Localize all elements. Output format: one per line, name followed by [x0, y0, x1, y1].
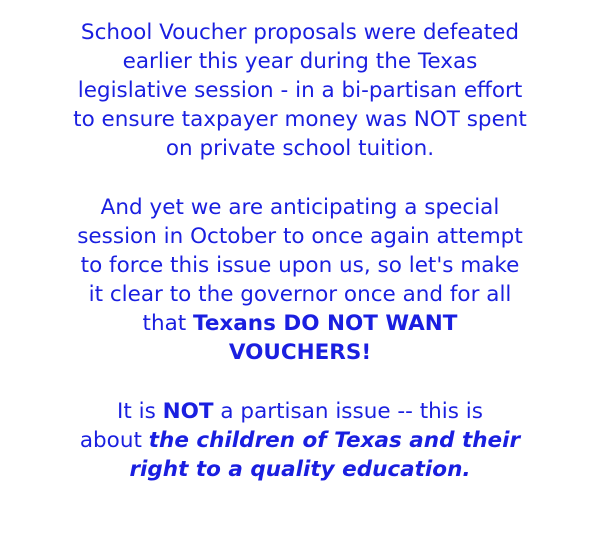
emphasis-texans-do-not-want: Texans DO NOT WANT — [193, 311, 458, 336]
text-line: session in October to once again attempt — [77, 224, 523, 249]
text-line — [0, 397, 600, 426]
emphasis-vouchers: VOUCHERS! — [228, 340, 372, 365]
text-line: to force this issue upon us, so let's make — [80, 253, 520, 278]
text-line: it clear to the governor once and for all — [88, 282, 512, 307]
text-segment: It is — [117, 399, 163, 424]
text-segment: a partisan issue -- this is — [213, 399, 483, 424]
text-line — [0, 309, 600, 338]
emphasis-not: NOT — [162, 399, 214, 424]
text-line — [0, 426, 600, 455]
paragraph-special-session — [0, 193, 600, 367]
text-segment: that — [142, 311, 194, 336]
text-line: And yet we are anticipating a special — [100, 195, 500, 220]
text-line: to ensure taxpayer money was NOT spent — [73, 107, 527, 132]
text-line: School Voucher proposals were defeated — [80, 20, 520, 45]
emphasis-quality-education: right to a quality education. — [129, 457, 471, 482]
paragraph-voucher-defeated — [0, 18, 600, 163]
message-document — [0, 18, 600, 484]
text-line: earlier this year during the Texas — [122, 49, 478, 74]
text-segment: about — [79, 428, 149, 453]
text-line: on private school tuition. — [165, 136, 435, 161]
paragraph-not-partisan — [0, 397, 600, 484]
emphasis-children-of-texas: the children of Texas and their — [148, 428, 521, 453]
text-line: legislative session - in a bi-partisan effort — [77, 78, 523, 103]
